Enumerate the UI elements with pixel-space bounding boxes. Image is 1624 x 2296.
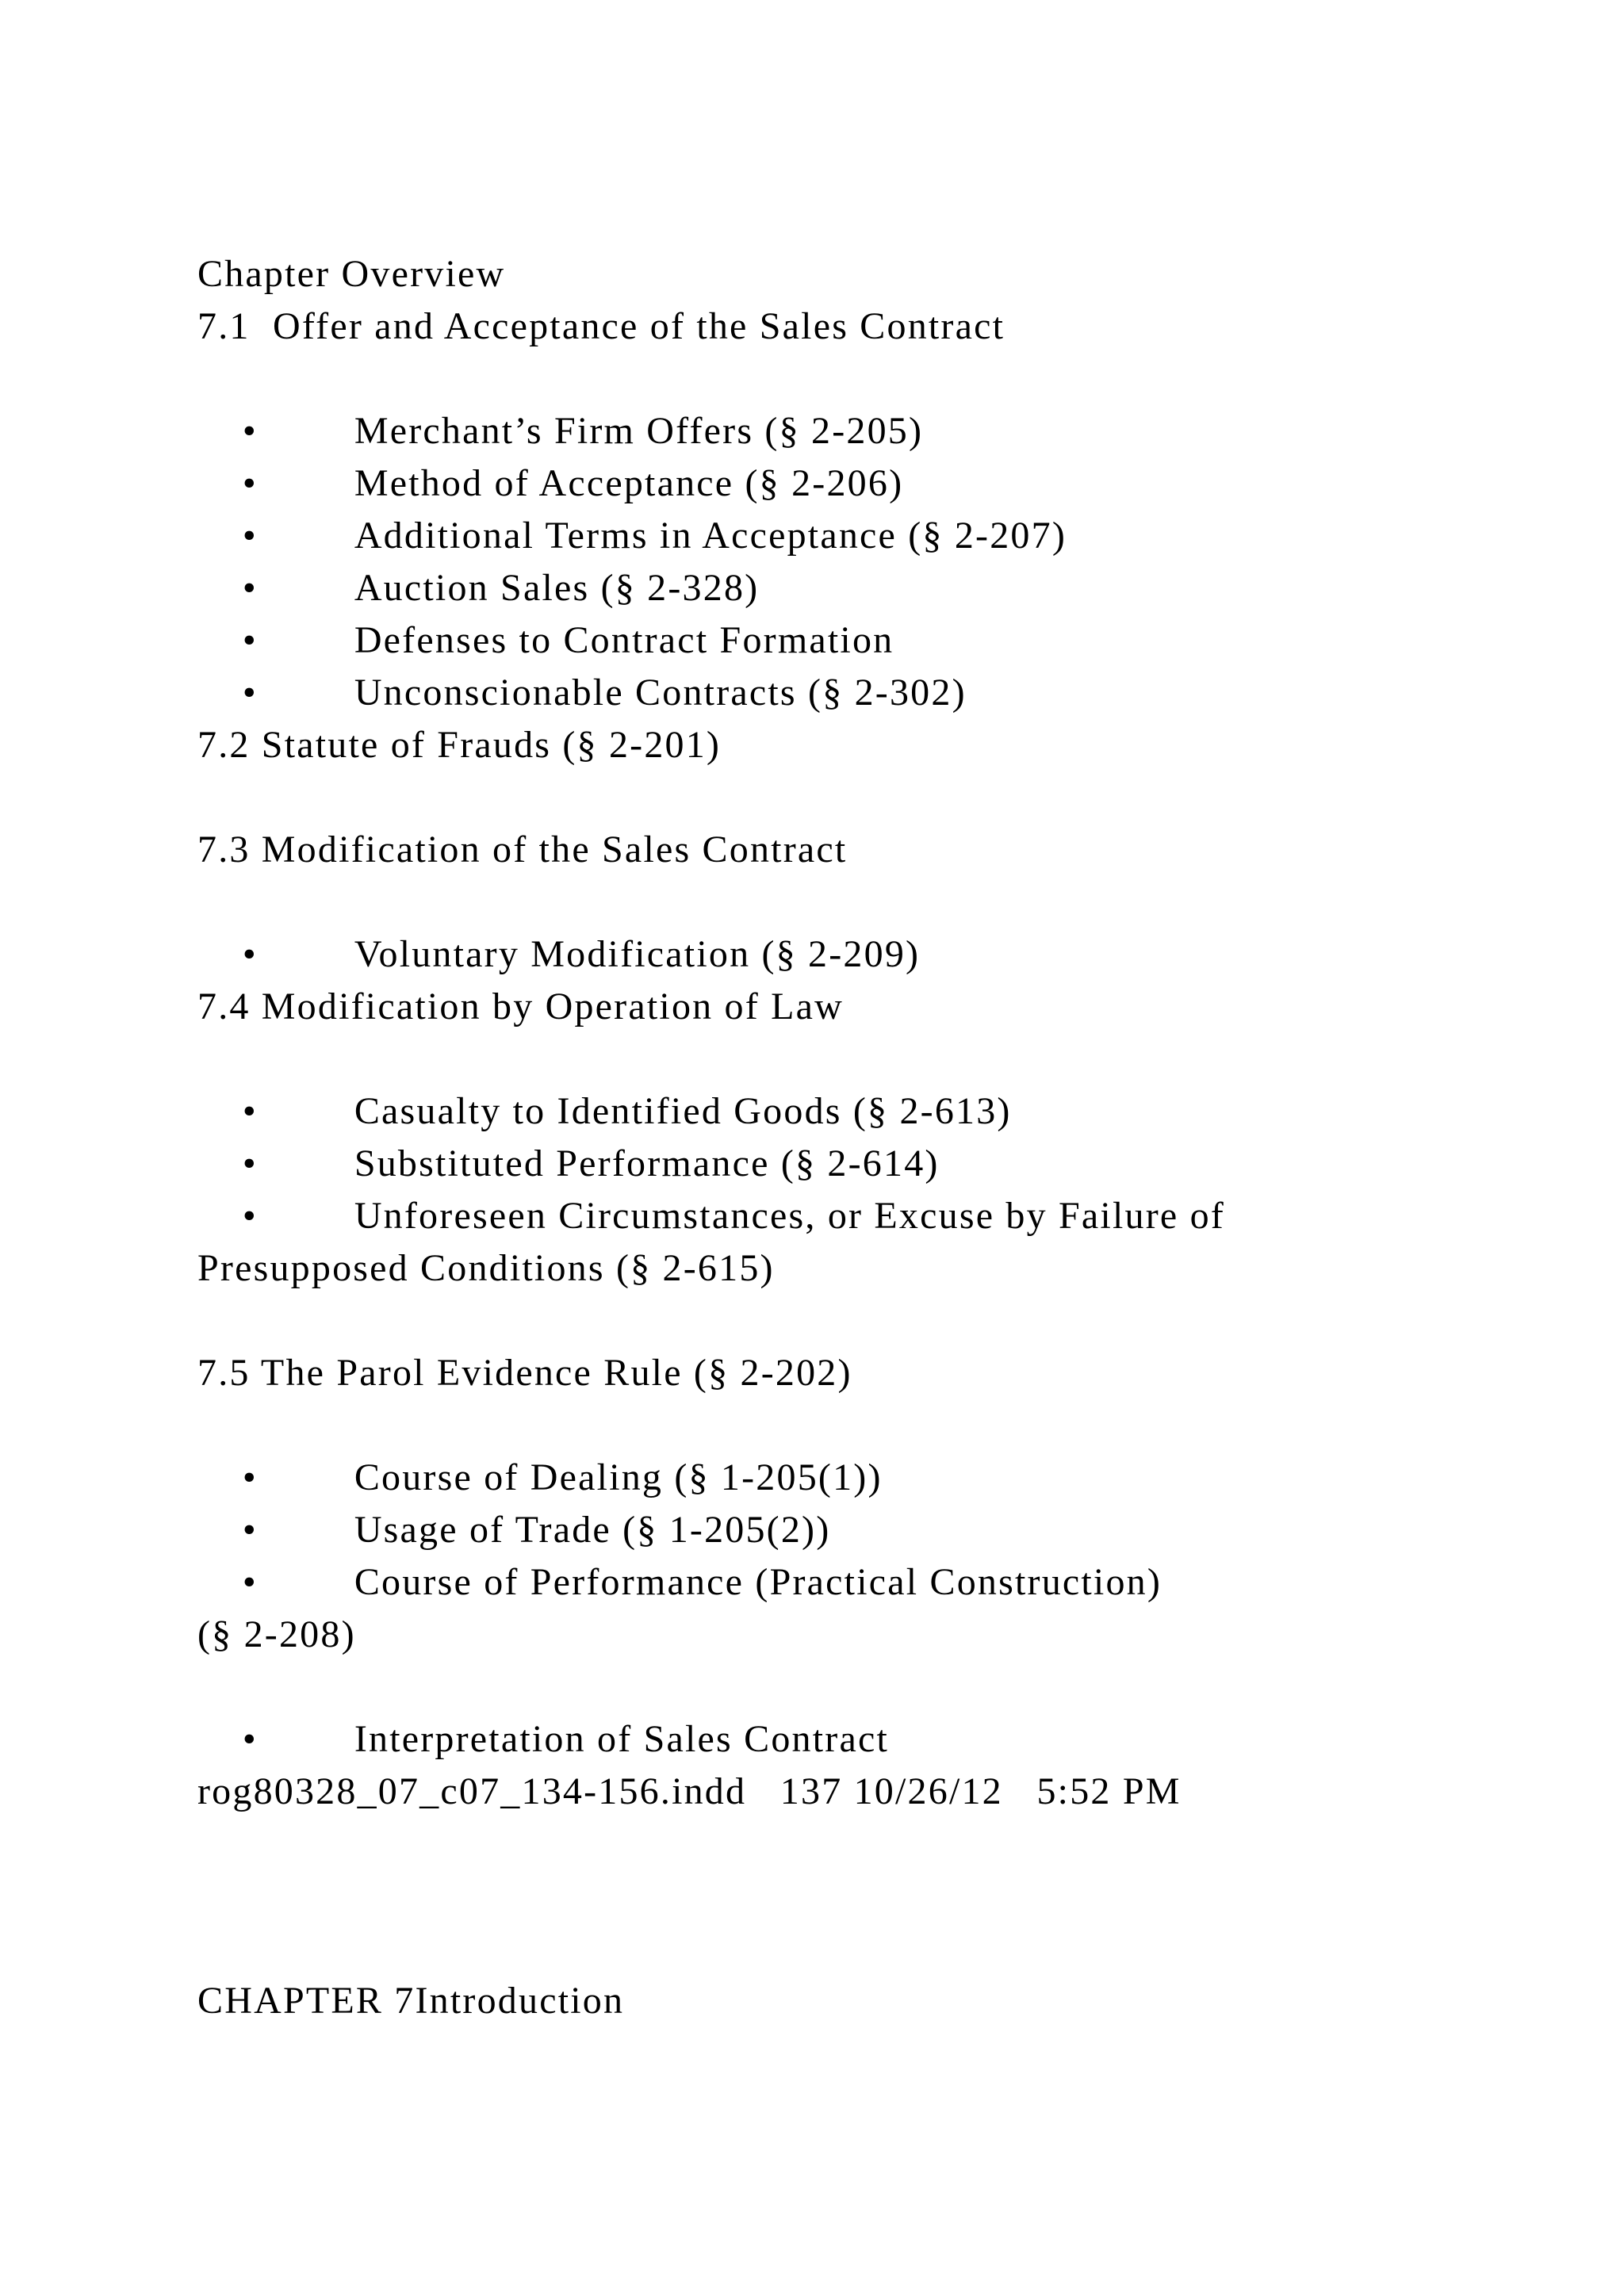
list-item-text: Casualty to Identified Goods (§ 2-613) [354,1090,1012,1132]
list-item [197,1504,1162,1603]
bullet-icon: • [242,1195,258,1237]
list-item [197,1138,1225,1237]
list-item-text: Additional Terms in Acceptance (§ 2-207) [354,515,1067,557]
bullet-icon: • [242,672,258,714]
bullet-icon: • [242,619,258,661]
bullet-icon: • [242,410,258,452]
list-item [197,510,760,609]
list-item-text: Usage of Trade (§ 1-205(2)) [354,1509,831,1551]
list-item-text: Course of Dealing (§ 1-205(1)) [354,1456,883,1498]
bullet-icon: • [242,1456,258,1498]
chapter-overview-heading: Chapter Overview [197,253,506,295]
list-item [197,1399,883,1498]
list-item-text: Unforeseen Circumstances, or Excuse by Failure of [354,1195,1225,1237]
list-item [197,562,894,661]
list-item [197,614,967,714]
section-heading-7-2: 7.2 Statute of Frauds (§ 2-201) [197,724,722,766]
bullet-icon: • [242,1090,258,1132]
bullet-icon: • [242,515,258,557]
bullet-icon: • [242,462,258,504]
list-item [197,1452,831,1551]
bullet-icon: • [242,933,258,975]
list-item [197,405,904,504]
section-heading-7-3: 7.3 Modification of the Sales Contract [197,828,848,871]
chapter-heading: CHAPTER 7Introduction [197,1980,625,2022]
bullet-icon: • [242,1718,258,1760]
list-item [197,876,921,975]
continuation-line: (§ 2-208) [197,1613,356,1655]
list-item [197,1033,1012,1132]
list-item-text: Merchant’s Firm Offers (§ 2-205) [354,410,924,452]
section-heading-7-5: 7.5 The Parol Evidence Rule (§ 2-202) [197,1352,852,1394]
list-item [197,457,1067,557]
list-item [197,353,924,452]
list-item-text: Unconscionable Contracts (§ 2-302) [354,672,967,714]
list-item-text: Interpretation of Sales Contract [354,1718,890,1760]
continuation-line: Presupposed Conditions (§ 2-615) [197,1247,775,1289]
bullet-icon: • [242,567,258,609]
list-item [197,1661,890,1760]
file-stamp: rog80328_07_c07_134-156.indd 137 10/26/12 5:52 PM [197,1770,1182,1812]
section-heading-7-4: 7.4 Modification by Operation of Law [197,985,845,1027]
list-item [197,1085,940,1184]
list-item-text: Voluntary Modification (§ 2-209) [354,933,921,975]
section-heading-7-1: 7.1 Offer and Acceptance of the Sales Contract [197,305,1005,347]
bullet-icon: • [242,1142,258,1184]
bullet-icon: • [242,1509,258,1551]
list-item-text: Defenses to Contract Formation [354,619,894,661]
list-item-text: Auction Sales (§ 2-328) [354,567,760,609]
bullet-icon: • [242,1561,258,1603]
list-item-text: Substituted Performance (§ 2-614) [354,1142,940,1184]
list-item-text: Method of Acceptance (§ 2-206) [354,462,904,504]
list-item-text: Course of Performance (Practical Construction) [354,1561,1162,1603]
